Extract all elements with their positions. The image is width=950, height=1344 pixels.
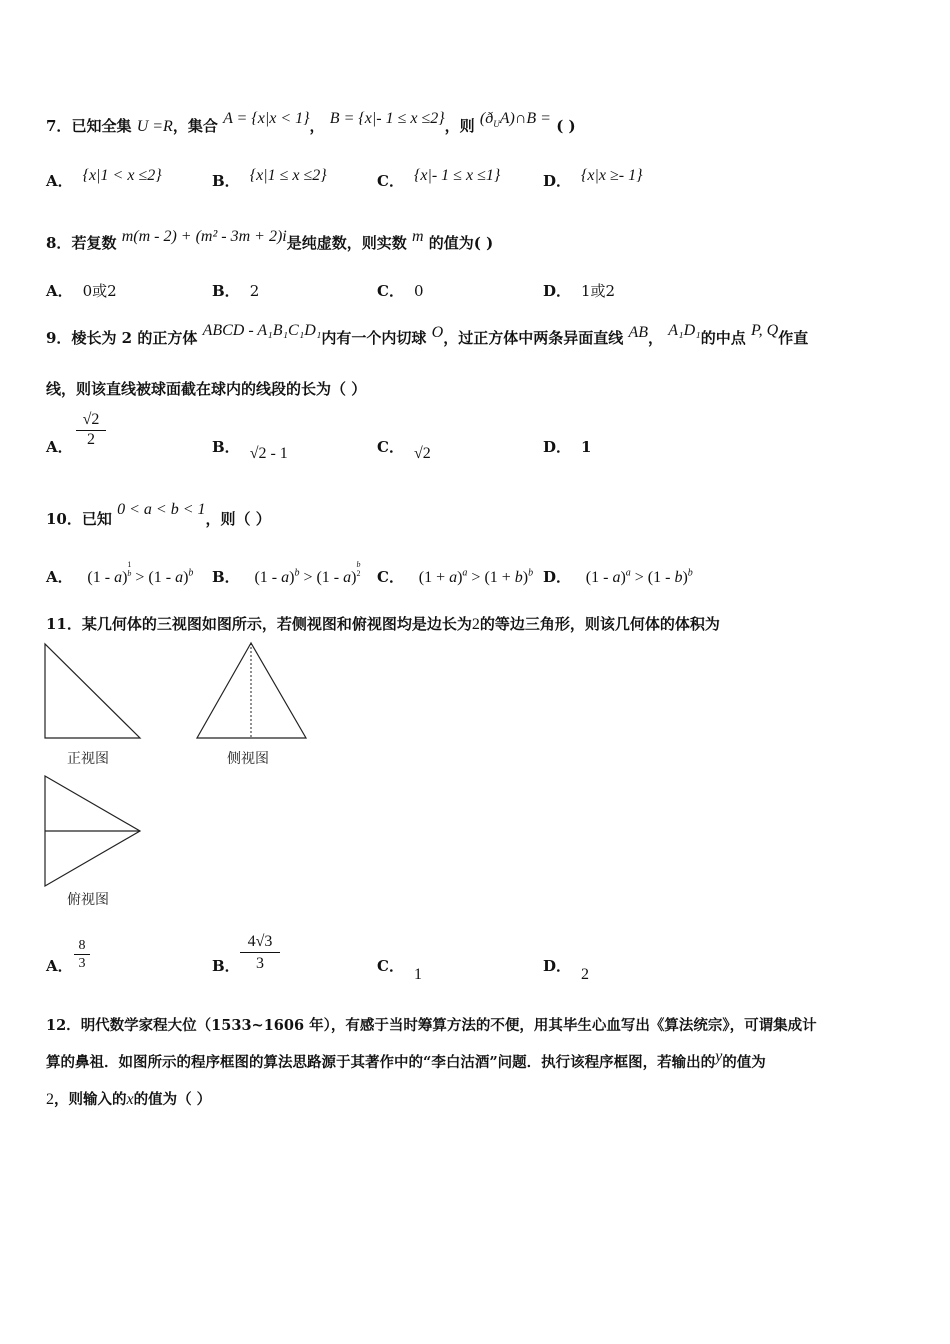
q10-text-a: 已知	[81, 510, 112, 528]
q8-option-c: C． 0	[377, 282, 424, 300]
q9-option-d: D． 1	[543, 438, 592, 456]
q10-option-b-expression: (1 - a)$^b$ > (1 - a)$^{b 2}$	[254, 559, 361, 586]
q8-option-b: B． 2	[212, 282, 260, 300]
top-view-caption: 俯视图	[67, 892, 109, 908]
q7-expression: $(ð_UA)\cap B$ =	[479, 110, 551, 130]
q12-line-1-text: 明代数学家程大位（1533~1606 年），有感于当时筹算方法的不便，用其毕生心血写出《算法统宗》，可谓集成计	[80, 1017, 817, 1034]
q11-text-b: 的等边三角形，则该几何体的体积为	[479, 615, 720, 633]
question-9	[46, 322, 809, 348]
q9-option-a-fraction	[76, 411, 106, 449]
q9-option-a: A．	[46, 438, 73, 456]
q12-value: 2	[46, 1091, 54, 1108]
side-view-figure	[195, 642, 309, 742]
q7-text-a: 已知全集	[71, 117, 132, 135]
q7-option-c: C． {x|- 1 ≤ x ≤1}	[377, 167, 501, 190]
q7-option-b: B． {x|1 ≤ x ≤2}	[212, 167, 327, 190]
q10-option-c: C． $(1 + a)^a > (1 + b)^b$	[377, 567, 534, 586]
q8-expression: m(m - 2) + (m² - 3m + 2)i	[121, 228, 287, 245]
q8-text-b: 是纯虚数，则实数	[286, 234, 407, 252]
q11-option-b-numerator: 4√3	[240, 931, 280, 953]
q9-line-2: 线，则该直线被球面截在球内的线段的长为（ ）	[46, 380, 367, 398]
q11-option-a-denominator: 3	[78, 956, 86, 971]
q7-option-a: A． {x|1 < x ≤2}	[46, 167, 162, 190]
question-7	[46, 110, 576, 137]
q11-option-b-denominator: 3	[256, 955, 264, 972]
q7-set-b: B = {x|- 1 ≤ x ≤2}	[329, 110, 445, 127]
question-10	[46, 501, 271, 529]
q9-text-d: 的中点	[700, 329, 746, 347]
q7-answer-paren: ( )	[556, 117, 576, 135]
q8-option-a: A． 0或2	[46, 282, 117, 300]
q9-option-c: C． √2	[377, 438, 431, 462]
q7-universal-set: U =R	[136, 118, 173, 135]
q8-text-a: 若复数	[71, 234, 117, 252]
q12-number: 12．	[46, 1017, 81, 1034]
top-view-figure	[44, 775, 144, 889]
front-view-caption: 正视图	[67, 751, 109, 767]
side-view-caption: 侧视图	[227, 751, 269, 767]
q10-text-b: ，则（ ）	[205, 510, 271, 528]
front-view-figure	[44, 643, 142, 741]
q9-text-a: 棱长为 2 的正方体	[71, 329, 198, 347]
q9-line-ab: AB	[628, 324, 649, 341]
q12-line-3-text-a: ，则输入的	[54, 1091, 127, 1108]
question-12-line-2	[46, 1048, 766, 1072]
q10-option-b: B． (1 - a)$^b$ > (1 - a)$^{b 2}$	[212, 559, 361, 586]
q9-sphere-o: O	[431, 324, 444, 341]
q11-option-a-fraction	[74, 937, 90, 972]
q9-text-b: 内有一个内切球	[321, 329, 427, 347]
q9-points-pq: P, Q	[750, 322, 779, 339]
q11-side: 2	[471, 616, 480, 633]
q9-line-a1d1: A₁D₁	[668, 322, 701, 339]
q9-number: 9．	[46, 329, 72, 347]
q11-option-c: C． 1	[377, 957, 422, 983]
q7-set-a: A = {x|x < 1}	[223, 110, 310, 127]
question-12-line-1	[46, 1014, 817, 1035]
q8-var-m: m	[411, 228, 424, 245]
q11-option-b-fraction	[240, 931, 280, 974]
q11-number: 11．	[46, 615, 82, 633]
q9-option-a-numerator: √2	[76, 411, 106, 431]
q7-text-b: ，集合	[172, 117, 218, 135]
q10-option-a-expression: (1 - a)$^{1 b}$ > (1 - a)$^b$	[87, 559, 194, 586]
question-11	[46, 613, 720, 634]
question-12-line-3	[46, 1088, 211, 1109]
q7-text-c: ，则	[444, 117, 475, 135]
q9-cube: ABCD - A₁B₁C₁D₁	[202, 322, 322, 339]
q11-option-b: B．	[212, 957, 240, 975]
q7-option-d: D． {x|x ≥- 1}	[543, 167, 643, 190]
question-8	[46, 228, 494, 253]
q8-number: 8．	[46, 234, 72, 252]
q11-option-a: A．	[46, 957, 73, 975]
q12-line-2-text-a: 算的鼻祖．如图所示的程序框图的算法思路源于其著作中的“李白沽酒”问题．执行该程序框图，若输出的	[46, 1054, 716, 1071]
q12-var-y: y	[715, 1048, 723, 1065]
q12-line-3-text-b: 的值为（ ）	[133, 1091, 212, 1108]
q12-var-x: x	[126, 1091, 134, 1108]
q8-text-c: 的值为( )	[428, 234, 494, 252]
front-view-triangle	[45, 644, 140, 738]
q11-option-a-numerator: 8	[74, 937, 90, 955]
q10-option-d-expression: (1 - a)$^a$ > (1 - b)$^b$	[585, 567, 693, 586]
q11-option-d: D． 2	[543, 957, 590, 983]
q7-number: 7．	[46, 117, 72, 135]
q9-text-e: 作直	[778, 329, 809, 347]
q12-line-2-text-b: 的值为	[722, 1054, 766, 1071]
q10-option-c-expression: $(1 + a)^a > (1 + b)^b$	[418, 567, 534, 586]
q10-option-d: D． (1 - a)$^a$ > (1 - b)$^b$	[543, 567, 693, 586]
q11-text-a: 某几何体的三视图如图所示，若侧视图和俯视图均是边长为	[81, 615, 472, 633]
q9-option-a-denominator: 2	[87, 431, 95, 448]
q10-condition: 0 < a < b < 1	[117, 501, 206, 518]
q8-option-d: D． 1或2	[543, 282, 616, 300]
q10-number: 10．	[46, 510, 82, 528]
q9-sep: ，	[648, 329, 664, 347]
q9-option-b: B． √2 - 1	[212, 438, 288, 462]
q10-option-a: A． (1 - a)$^{1 b}$ > (1 - a)$^b$	[46, 559, 194, 586]
q9-text-c: ，过正方体中两条异面直线	[443, 329, 624, 347]
q7-sep: ，	[309, 117, 325, 135]
